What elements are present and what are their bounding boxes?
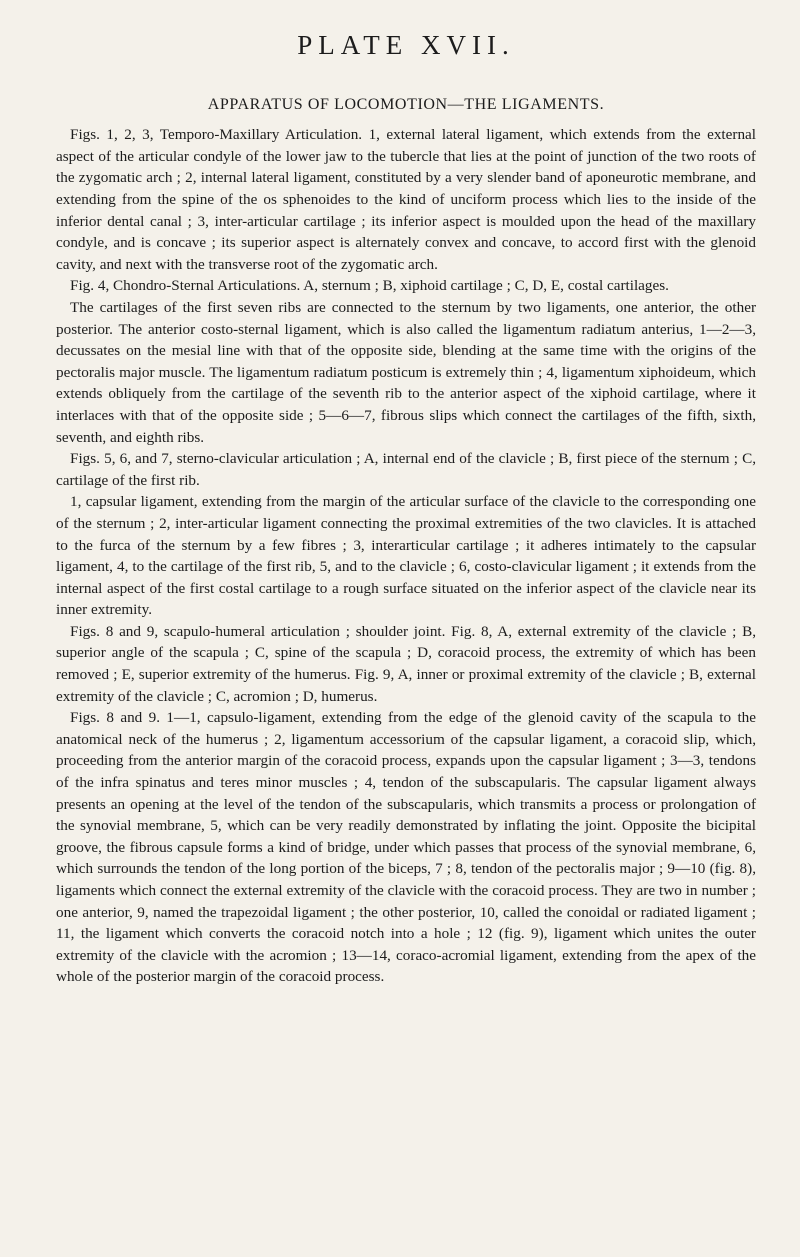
paragraph-shoulder-ligaments: Figs. 8 and 9. 1—1, capsulo-ligament, extending from the edge of the glenoid cavity of the scapula to the anatomical neck of the humerus ; 2, ligamentum accessorium of the capsular ligament, a coracoid slip, which, proceeding from the anterior margin of the coracoid process, expands upon the capsular ligament ; 3—3, tendons of the infra spinatus and teres minor muscles ; 4, tendon of the subscapularis. The capsular ligament always presents an opening at the level of the tendon of the subscapularis, which transmits a process or prolongation of the synovial membrane, 5, which can be very readily demonstrated by inflating the joint. Opposite the bicipital groove, the fibrous capsule forms a kind of bridge, under which passes that process of the synovial membrane, 6, which surrounds the tendon of the long portion of the biceps, 7 ; 8, tendon of the pectoralis major ; 9—10 (fig. 8), ligaments which connect the external extremity of the clavicle with the coracoid process. They are two in number ; one anterior, 9, named the trapezoidal ligament ; the other posterior, 10, called the conoidal or radiated ligament ; 11, the ligament which converts the coracoid notch into a hole ; 12 (fig. 9), ligament which unites the outer extremity of the clavicle with the acromion ; 13—14, coraco-acromial ligament, extending from the apex of the whole of the posterior margin of the coracoid process.: [56, 709, 756, 986]
plate-page: [56, 30, 756, 988]
section-title: APPARATUS OF LOCOMOTION—THE LIGAMENTS.: [207, 96, 605, 114]
paragraph-sterno-clavicular: Figs. 5, 6, and 7, sterno-clavicular articulation ; A, internal end of the clavicle ; B, first piece of the sternum ; C, cartilage of the first rib.: [56, 450, 756, 489]
paragraph-temporo-maxillary: Figs. 1, 2, 3, Temporo-Maxillary Articulation. 1, external lateral ligament, which extends from the external aspect of the articular condyle of the lower jaw to the tubercle that lies at the point of junction of the two roots of the zygomatic arch ; 2, internal lateral ligament, constituted by a very slender band of aponeurotic membrane, and extending from the spine of the os sphenoides to the kind of unciform process which lies to the inside of the inferior dental canal ; 3, inter-articular cartilage ; its inferior aspect is moulded upon the head of the maxillary condyle, and is concave ; its superior aspect is alternately convex and concave, to accord first with the glenoid cavity, and next with the transverse root of the zygomatic arch.: [56, 126, 756, 273]
paragraph-costo-sternal-ligaments: The cartilages of the first seven ribs are connected to the sternum by two ligaments, one anterior, the other posterior. The anterior costo-sternal ligament, which is also called the ligamentum radiatum anterius, 1—2—3, decussates on the mesial line with that of the opposite side, blending at the same time with the origins of the pectoralis major muscle. The ligamentum radiatum posticum is extremely thin ; 4, ligamentum xiphoideum, which extends obliquely from the cartilage of the seventh rib to the anterior aspect of the xiphoid cartilage, where it interlaces with that of the opposite side ; 5—6—7, fibrous slips which connect the cartilages of the fifth, sixth, seventh, and eighth ribs.: [56, 298, 756, 446]
plate-title: PLATE XVII.: [297, 30, 515, 60]
paragraph-sterno-clavicular-ligaments: 1, capsular ligament, extending from the margin of the articular surface of the clavicle to the corresponding one of the sternum ; 2, inter-articular ligament connecting the proximal extremities of the two clavicles. It is attached to the furca of the sternum by a few fibres ; 3, interarticular cartilage ; it adheres intimately to the capsular ligament, 4, to the cartilage of the first rib, 5, and to the clavicle ; 6, costo-clavicular ligament ; it extends from the internal aspect of the first costal cartilage to a rough surface situated on the inferior aspect of the clavicle near its inner extremity.: [56, 493, 756, 619]
paragraph-scapulo-humeral: Figs. 8 and 9, scapulo-humeral articulation ; shoulder joint. Fig. 8, A, external extremity of the clavicle ; B, superior angle of the scapula ; C, spine of the scapula ; D, coracoid process, the extremity of which has been removed ; E, superior extremity of the humerus. Fig. 9, A, inner or proximal extremity of the clavicle ; B, external extremity of the clavicle ; C, acromion ; D, humerus.: [56, 622, 756, 705]
paragraph-chondro-sternal: Fig. 4, Chondro-Sternal Articulations. A, sternum ; B, xiphoid cartilage ; C, D, E, costal cartilages.: [70, 277, 669, 295]
